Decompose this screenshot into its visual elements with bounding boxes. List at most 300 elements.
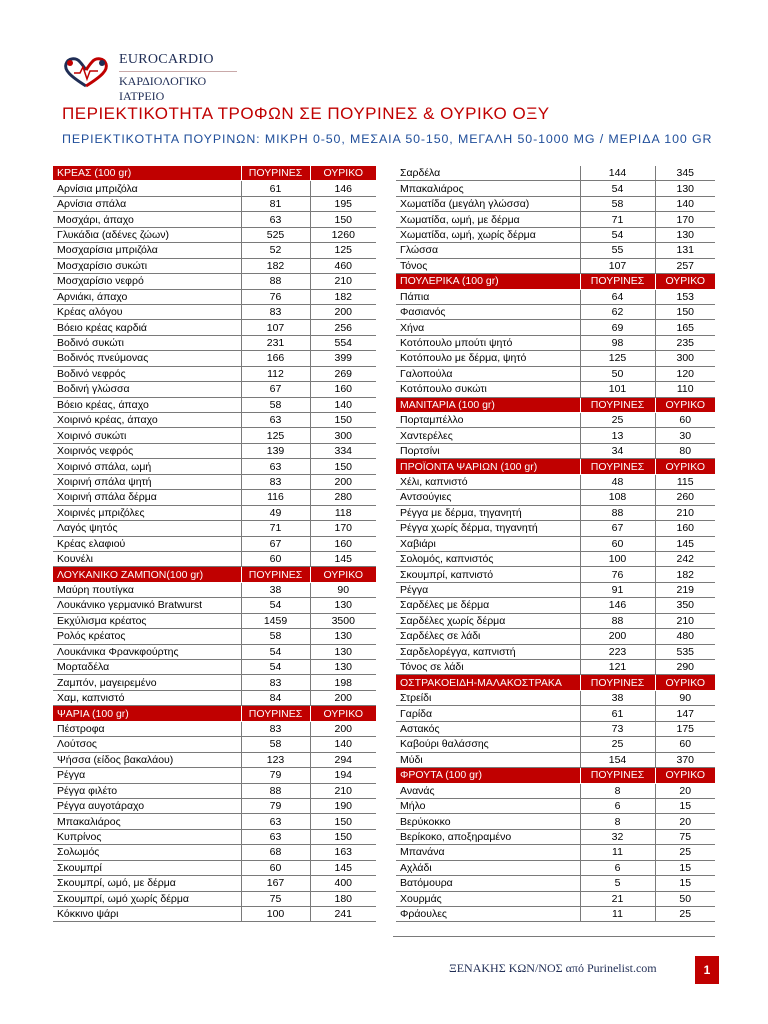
food-name: Ρέγγα	[53, 768, 241, 783]
purines-value: 79	[241, 798, 310, 813]
uric-value: 150	[310, 413, 376, 428]
food-row	[53, 768, 376, 783]
uric-value: 235	[655, 335, 715, 350]
uric-value: 182	[310, 289, 376, 304]
uric-value: 460	[310, 258, 376, 273]
food-row	[53, 443, 376, 458]
food-name: Αντσούγιες	[396, 490, 580, 505]
uric-value: 140	[310, 397, 376, 412]
purines-header: ΠΟΥΡΙΝΕΣ	[241, 706, 310, 721]
food-name: Λούτσος	[53, 737, 241, 752]
uric-value: 125	[310, 243, 376, 258]
purines-value: 62	[580, 304, 655, 319]
food-row	[396, 598, 715, 613]
purines-value: 68	[241, 845, 310, 860]
food-name: Μύδι	[396, 752, 580, 767]
food-row	[396, 829, 715, 844]
uric-value: 200	[310, 690, 376, 705]
food-name: Μοσχαρίσια μπριζόλα	[53, 243, 241, 258]
purines-header: ΠΟΥΡΙΝΕΣ	[580, 675, 655, 690]
food-row	[53, 397, 376, 412]
purines-value: 84	[241, 690, 310, 705]
purines-header: ΠΟΥΡΙΝΕΣ	[580, 459, 655, 474]
food-row	[53, 335, 376, 350]
uric-value: 200	[310, 474, 376, 489]
food-name: Βατόμουρα	[396, 876, 580, 891]
food-name: Τόνος σε λάδι	[396, 660, 580, 675]
food-row	[53, 428, 376, 443]
uric-value: 130	[310, 598, 376, 613]
uric-value: 80	[655, 443, 715, 458]
uric-value: 554	[310, 335, 376, 350]
food-name: Σαρδέλες χωρίς δέρμα	[396, 613, 580, 628]
food-name: Ρέγγα φιλέτο	[53, 783, 241, 798]
uric-value: 130	[310, 660, 376, 675]
food-row	[396, 845, 715, 860]
food-name: Σαρδελορέγγα, καπνιστή	[396, 644, 580, 659]
food-name: Μήλο	[396, 798, 580, 813]
food-name: Βοδινό νεφρός	[53, 366, 241, 381]
uric-header: ΟΥΡΙΚΟ	[655, 397, 715, 412]
food-name: Ανανάς	[396, 783, 580, 798]
uric-header: ΟΥΡΙΚΟ	[310, 706, 376, 721]
uric-value: 130	[655, 227, 715, 242]
food-row	[396, 613, 715, 628]
purines-value: 25	[580, 413, 655, 428]
uric-value: 20	[655, 783, 715, 798]
uric-value: 290	[655, 660, 715, 675]
food-row	[53, 181, 376, 196]
food-row	[396, 752, 715, 767]
purines-value: 8	[580, 783, 655, 798]
food-name: Βόειο κρέας καρδιά	[53, 320, 241, 335]
food-row	[396, 860, 715, 875]
purines-value: 67	[580, 521, 655, 536]
uric-value: 241	[310, 907, 376, 922]
uric-header: ΟΥΡΙΚΟ	[310, 166, 376, 181]
food-name: Κοτόπουλο με δέρμα, ψητό	[396, 351, 580, 366]
food-name: Πορτσίνι	[396, 443, 580, 458]
brand-logo	[60, 52, 240, 103]
purines-value: 83	[241, 675, 310, 690]
food-row	[53, 536, 376, 551]
purines-value: 525	[241, 227, 310, 242]
food-row	[53, 752, 376, 767]
category-header-row	[396, 459, 715, 474]
food-name: Αρνίσια μπριζόλα	[53, 181, 241, 196]
food-row	[396, 166, 715, 181]
purines-header: ΠΟΥΡΙΝΕΣ	[241, 166, 310, 181]
purines-header: ΠΟΥΡΙΝΕΣ	[580, 274, 655, 289]
purines-value: 54	[241, 660, 310, 675]
uric-value: 210	[655, 613, 715, 628]
uric-value: 130	[310, 629, 376, 644]
purines-value: 182	[241, 258, 310, 273]
purines-value: 101	[580, 382, 655, 397]
food-name: Κρέας αλόγου	[53, 304, 241, 319]
uric-header: ΟΥΡΙΚΟ	[655, 274, 715, 289]
food-name: Κοτόπουλο συκώτι	[396, 382, 580, 397]
purines-value: 154	[580, 752, 655, 767]
food-row	[396, 505, 715, 520]
purines-value: 60	[241, 860, 310, 875]
purines-value: 54	[241, 598, 310, 613]
food-row	[396, 366, 715, 381]
uric-value: 256	[310, 320, 376, 335]
food-row	[396, 907, 715, 922]
uric-value: 300	[310, 428, 376, 443]
purines-value: 79	[241, 768, 310, 783]
food-row	[396, 660, 715, 675]
purines-value: 231	[241, 335, 310, 350]
food-row	[396, 428, 715, 443]
uric-value: 345	[655, 166, 715, 181]
uric-value: 130	[310, 644, 376, 659]
food-name: Βοδινή γλώσσα	[53, 382, 241, 397]
page-subtitle: ΠΕΡΙΕΚΤΙΚΟΤΗΤΑ ΠΟΥΡΙΝΩΝ: ΜΙΚΡΗ 0-50, ΜΕΣΑΙΑ 50-150, ΜΕΓΑΛΗ 50-1000 MG / ΜΕΡΙΔΑ 100 GR	[62, 132, 713, 146]
uric-value: 180	[310, 891, 376, 906]
food-row	[396, 690, 715, 705]
purines-value: 63	[241, 829, 310, 844]
purines-value: 100	[241, 907, 310, 922]
uric-value: 182	[655, 567, 715, 582]
food-row	[396, 567, 715, 582]
food-row	[396, 258, 715, 273]
purines-value: 166	[241, 351, 310, 366]
right-purine-table	[396, 166, 715, 922]
uric-value: 60	[655, 413, 715, 428]
food-row	[396, 536, 715, 551]
table-bottom-rule	[393, 936, 715, 937]
category-header-row	[396, 675, 715, 690]
uric-value: 480	[655, 629, 715, 644]
uric-value: 50	[655, 891, 715, 906]
food-row	[396, 629, 715, 644]
uric-header: ΟΥΡΙΚΟ	[655, 459, 715, 474]
purines-value: 200	[580, 629, 655, 644]
uric-value: 15	[655, 876, 715, 891]
food-name: Χωματίδα (μεγάλη γλώσσα)	[396, 196, 580, 211]
food-name: Κόκκινο ψάρι	[53, 907, 241, 922]
food-row	[53, 783, 376, 798]
purines-value: 13	[580, 428, 655, 443]
purines-value: 34	[580, 443, 655, 458]
purines-value: 54	[241, 644, 310, 659]
food-name: Εκχύλισμα κρέατος	[53, 613, 241, 628]
uric-value: 535	[655, 644, 715, 659]
food-row	[396, 289, 715, 304]
category-name: ΦΡΟΥΤΑ (100 gr)	[396, 768, 580, 783]
category-header-row	[53, 166, 376, 181]
left-table-column	[53, 166, 376, 922]
purines-value: 11	[580, 907, 655, 922]
food-row	[53, 274, 376, 289]
category-name: ΛΟΥΚΑΝΙΚΟ ΖΑΜΠΟΝ(100 gr)	[53, 567, 241, 582]
uric-value: 131	[655, 243, 715, 258]
food-name: Λουκάνικο γερμανικό Bratwurst	[53, 598, 241, 613]
uric-value: 160	[310, 382, 376, 397]
food-name: Κουνέλι	[53, 551, 241, 566]
purines-value: 64	[580, 289, 655, 304]
purines-value: 67	[241, 536, 310, 551]
purines-value: 123	[241, 752, 310, 767]
uric-value: 163	[310, 845, 376, 860]
purines-value: 63	[241, 212, 310, 227]
uric-value: 90	[310, 582, 376, 597]
purines-value: 98	[580, 335, 655, 350]
food-row	[53, 490, 376, 505]
food-row	[396, 891, 715, 906]
purines-value: 107	[241, 320, 310, 335]
uric-value: 300	[655, 351, 715, 366]
food-name: Χοιρινή σπάλα δέρμα	[53, 490, 241, 505]
food-name: Μοσχαρίσιο συκώτι	[53, 258, 241, 273]
food-name: Γλώσσα	[396, 243, 580, 258]
food-name: Κρέας ελαφιού	[53, 536, 241, 551]
purines-value: 61	[580, 706, 655, 721]
food-name: Μπανάνα	[396, 845, 580, 860]
food-row	[53, 613, 376, 628]
left-purine-table	[53, 166, 376, 922]
food-name: Μαύρη πουτίγκα	[53, 582, 241, 597]
food-name: Σαρδέλα	[396, 166, 580, 181]
food-row	[53, 660, 376, 675]
food-name: Χοιρινή σπάλα ψητή	[53, 474, 241, 489]
purines-value: 83	[241, 474, 310, 489]
food-row	[396, 181, 715, 196]
food-row	[396, 443, 715, 458]
purines-value: 52	[241, 243, 310, 258]
purines-value: 48	[580, 474, 655, 489]
page-number-badge: 1	[695, 956, 719, 984]
food-row	[53, 860, 376, 875]
footer-credit: ΞΕΝΑΚΗΣ ΚΩΝ/ΝΟΣ από Purinelist.com	[449, 961, 657, 975]
purines-value: 32	[580, 829, 655, 844]
food-name: Γαλοπούλα	[396, 366, 580, 381]
food-name: Μπακαλιάρος	[396, 181, 580, 196]
food-row	[53, 474, 376, 489]
food-name: Σαρδέλες σε λάδι	[396, 629, 580, 644]
food-row	[53, 304, 376, 319]
food-name: Χοιρινό κρέας, άπαχο	[53, 413, 241, 428]
food-name: Λουκάνικα Φρανκφούρτης	[53, 644, 241, 659]
food-name: Χοιρινές μπριζόλες	[53, 505, 241, 520]
uric-value: 30	[655, 428, 715, 443]
food-row	[396, 814, 715, 829]
purines-value: 58	[241, 397, 310, 412]
uric-value: 242	[655, 551, 715, 566]
food-name: Αστακός	[396, 721, 580, 736]
purines-value: 100	[580, 551, 655, 566]
food-row	[53, 829, 376, 844]
food-name: Χωματίδα, ωμή, με δέρμα	[396, 212, 580, 227]
food-name: Σκουμπρί, ωμό χωρίς δέρμα	[53, 891, 241, 906]
food-name: Ρέγγα χωρίς δέρμα, τηγανητή	[396, 521, 580, 536]
uric-value: 146	[310, 181, 376, 196]
purines-value: 146	[580, 598, 655, 613]
uric-value: 1260	[310, 227, 376, 242]
food-name: Γαρίδα	[396, 706, 580, 721]
food-row	[53, 845, 376, 860]
food-name: Βοδινό συκώτι	[53, 335, 241, 350]
uric-value: 150	[310, 814, 376, 829]
uric-value: 15	[655, 860, 715, 875]
uric-value: 110	[655, 382, 715, 397]
purines-value: 58	[241, 629, 310, 644]
food-row	[396, 227, 715, 242]
purines-value: 81	[241, 196, 310, 211]
uric-value: 210	[310, 274, 376, 289]
food-row	[53, 289, 376, 304]
food-row	[53, 582, 376, 597]
purines-value: 8	[580, 814, 655, 829]
category-header-row	[53, 706, 376, 721]
uric-value: 160	[655, 521, 715, 536]
food-name: Σολομός, καπνιστός	[396, 551, 580, 566]
category-name: ΠΟΥΛΕΡΙΚΑ (100 gr)	[396, 274, 580, 289]
food-name: Σκουμπρί, καπνιστό	[396, 567, 580, 582]
heart-logo-icon	[60, 56, 112, 90]
uric-value: 294	[310, 752, 376, 767]
food-row	[396, 243, 715, 258]
uric-value: 170	[655, 212, 715, 227]
uric-value: 198	[310, 675, 376, 690]
purines-header: ΠΟΥΡΙΝΕΣ	[580, 397, 655, 412]
food-row	[396, 521, 715, 536]
category-name: ΚΡΕΑΣ (100 gr)	[53, 166, 241, 181]
food-name: Χουρμάς	[396, 891, 580, 906]
food-name: Ζαμπόν, μαγειρεμένο	[53, 675, 241, 690]
food-name: Μοσχαρίσιο νεφρό	[53, 274, 241, 289]
food-name: Αρνιάκι, άπαχο	[53, 289, 241, 304]
uric-value: 200	[310, 721, 376, 736]
purines-value: 55	[580, 243, 655, 258]
category-header-row	[53, 567, 376, 582]
category-header-row	[396, 397, 715, 412]
uric-value: 145	[310, 551, 376, 566]
food-row	[396, 798, 715, 813]
food-row	[396, 490, 715, 505]
purines-header: ΠΟΥΡΙΝΕΣ	[241, 567, 310, 582]
purines-value: 63	[241, 413, 310, 428]
purines-value: 76	[241, 289, 310, 304]
purines-value: 125	[580, 351, 655, 366]
uric-value: 257	[655, 258, 715, 273]
food-name: Στρείδι	[396, 690, 580, 705]
category-header-row	[396, 768, 715, 783]
food-name: Κοτόπουλο μπούτι ψητό	[396, 335, 580, 350]
food-name: Χέλι, καπνιστό	[396, 474, 580, 489]
uric-value: 210	[310, 783, 376, 798]
food-name: Ψήσσα (είδος βακαλάου)	[53, 752, 241, 767]
food-name: Μοσχάρι, άπαχο	[53, 212, 241, 227]
food-name: Χαντερέλες	[396, 428, 580, 443]
food-row	[53, 196, 376, 211]
purines-value: 49	[241, 505, 310, 520]
food-row	[53, 644, 376, 659]
purines-value: 83	[241, 304, 310, 319]
food-name: Αρνίσια σπάλα	[53, 196, 241, 211]
purines-value: 63	[241, 459, 310, 474]
uric-value: 269	[310, 366, 376, 381]
food-row	[53, 907, 376, 922]
food-row	[396, 706, 715, 721]
uric-value: 150	[310, 212, 376, 227]
uric-value: 25	[655, 907, 715, 922]
purines-value: 88	[241, 783, 310, 798]
uric-value: 145	[310, 860, 376, 875]
right-table-column	[396, 166, 715, 922]
food-row	[396, 212, 715, 227]
uric-value: 210	[655, 505, 715, 520]
purines-value: 69	[580, 320, 655, 335]
purines-value: 88	[580, 505, 655, 520]
food-row	[396, 320, 715, 335]
uric-value: 130	[655, 181, 715, 196]
food-name: Ρέγγα με δέρμα, τηγανητή	[396, 505, 580, 520]
uric-value: 118	[310, 505, 376, 520]
uric-value: 194	[310, 768, 376, 783]
food-row	[53, 598, 376, 613]
purines-value: 6	[580, 798, 655, 813]
food-name: Χαμ, καπνιστό	[53, 690, 241, 705]
purines-value: 223	[580, 644, 655, 659]
brand-subtitle: ΚΑΡΔΙΟΛΟΓΙΚΟ ΙΑΤΡΕΙΟ	[119, 74, 207, 103]
food-row	[53, 366, 376, 381]
uric-header: ΟΥΡΙΚΟ	[655, 675, 715, 690]
uric-value: 120	[655, 366, 715, 381]
food-name: Φασιανός	[396, 304, 580, 319]
food-row	[53, 505, 376, 520]
food-row	[53, 798, 376, 813]
purines-value: 58	[580, 196, 655, 211]
purines-value: 6	[580, 860, 655, 875]
food-name: Λαγός ψητός	[53, 521, 241, 536]
page-title: ΠΕΡΙΕΚΤΙΚΟΤΗΤΑ ΤΡΟΦΩΝ ΣΕ ΠΟΥΡΙΝΕΣ & ΟΥΡΙΚΟ ΟΞΥ	[62, 104, 550, 123]
uric-value: 20	[655, 814, 715, 829]
food-name: Σκουμπρί, ωμό, με δέρμα	[53, 876, 241, 891]
food-row	[53, 891, 376, 906]
food-name: Σολωμός	[53, 845, 241, 860]
purines-header: ΠΟΥΡΙΝΕΣ	[580, 768, 655, 783]
purines-value: 83	[241, 721, 310, 736]
food-row	[53, 721, 376, 736]
purines-value: 38	[241, 582, 310, 597]
purines-value: 88	[580, 613, 655, 628]
food-name: Καβούρι θαλάσσης	[396, 737, 580, 752]
uric-value: 175	[655, 721, 715, 736]
purines-value: 61	[241, 181, 310, 196]
purines-value: 50	[580, 366, 655, 381]
purines-value: 1459	[241, 613, 310, 628]
uric-value: 75	[655, 829, 715, 844]
food-name: Ρολός κρέατος	[53, 629, 241, 644]
food-row	[53, 227, 376, 242]
uric-value: 370	[655, 752, 715, 767]
food-name: Φράουλες	[396, 907, 580, 922]
food-row	[53, 243, 376, 258]
food-name: Βοδινός πνεύμονας	[53, 351, 241, 366]
food-row	[53, 690, 376, 705]
uric-value: 280	[310, 490, 376, 505]
food-name: Χοιρινό σπάλα, ωμή	[53, 459, 241, 474]
purines-value: 5	[580, 876, 655, 891]
category-name: ΟΣΤΡΑΚΟΕΙΔΗ-ΜΑΛΑΚΟΣΤΡΑΚΑ	[396, 675, 580, 690]
food-name: Πορταμπέλλο	[396, 413, 580, 428]
food-row	[396, 876, 715, 891]
food-name: Βερίκοκο, αποξηραμένο	[396, 829, 580, 844]
purines-value: 58	[241, 737, 310, 752]
